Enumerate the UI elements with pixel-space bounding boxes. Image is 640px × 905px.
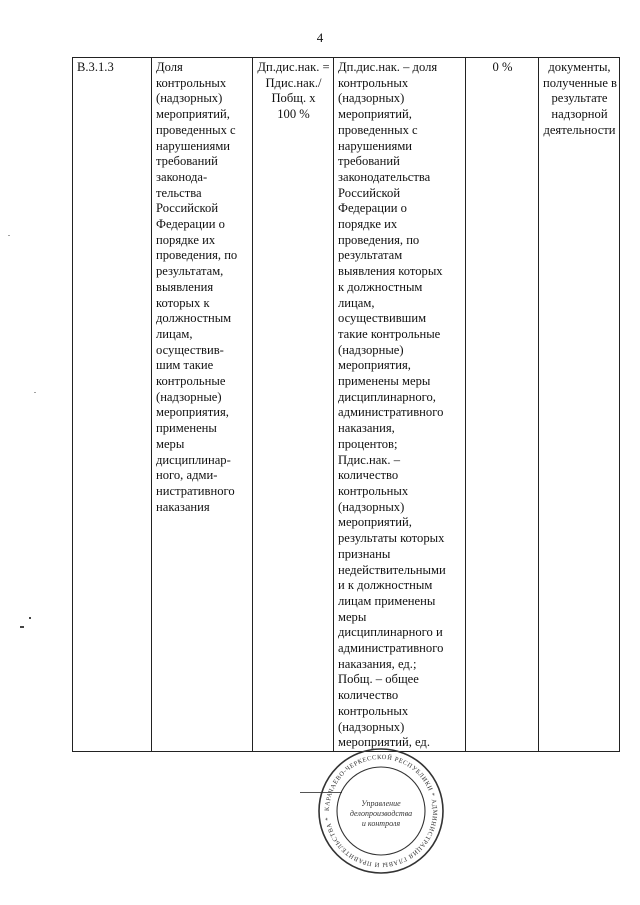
text-line: количество (338, 468, 399, 483)
text-line: наказания, ед.; (338, 656, 417, 671)
text-line: результаты которых (338, 531, 445, 546)
text-line: осуществив- (156, 342, 224, 357)
text-line: тельства (156, 185, 202, 200)
indicator-table (72, 57, 620, 752)
text-line: применены (156, 421, 217, 436)
text-line: такие контрольные (338, 326, 441, 341)
text-line: Дп.дис.нак. – доля (338, 60, 438, 74)
scan-speck (29, 617, 31, 619)
text-line: которых к (156, 295, 210, 310)
text-line: применены меры (338, 374, 431, 389)
text-line: ного, адми- (156, 468, 218, 483)
text-line: наказания, (338, 421, 395, 436)
text-line: результатам, (156, 264, 224, 279)
text-line: административного (338, 641, 444, 656)
text-line: требований (156, 154, 218, 169)
text-line: полученные в (543, 75, 618, 90)
text-line: требований (338, 154, 400, 169)
text-line: мероприятий, (338, 107, 412, 122)
text-line: Доля (156, 60, 183, 74)
text-line: (надзорных) (338, 91, 405, 106)
text-line: контрольных (338, 75, 409, 90)
text-line: к должностным (338, 279, 423, 294)
text-line: признаны (338, 546, 391, 561)
text-line: проведенных с (338, 122, 418, 137)
text-line: (надзорных) (338, 499, 405, 514)
text-line: шим такие (156, 358, 214, 373)
stamp-center-line-1: Управление (361, 799, 401, 808)
text-line: административного (338, 405, 444, 420)
text-line: дисциплинарного, (338, 389, 436, 404)
data-source-cell (539, 58, 620, 752)
text-line: Дп.дис.нак. = (257, 60, 330, 74)
text-line: (надзорные) (338, 342, 404, 357)
text-line: деятельности (543, 122, 616, 137)
indicator-code: В.3.1.3 (77, 60, 114, 74)
text-line: дисциплинар- (156, 452, 231, 467)
text-line: процентов; (338, 436, 398, 451)
text-line: законода- (156, 169, 208, 184)
text-line: Федерации о (338, 201, 407, 216)
target-value-cell (466, 58, 539, 752)
text-line: законодательства (338, 169, 431, 184)
stamp-center-line-2: делопроизводства (349, 809, 413, 818)
text-line: мероприятий, (156, 107, 230, 122)
text-line: выявления которых (338, 264, 443, 279)
text-line: Российской (338, 185, 401, 200)
stamp-ring-text: КАРАЧАЕВО-ЧЕРКЕССКОЙ РЕСПУБЛИКИ * АДМИНИСТРАЦИЯ ГЛАВЫ И ПРАВИТЕЛЬСТВА * (323, 753, 439, 869)
text-line: результатам (338, 248, 403, 263)
text-line: проведения, по (156, 248, 238, 263)
text-line: проведенных с (156, 122, 236, 137)
text-line: нарушениями (338, 138, 413, 153)
text-line: контрольные (156, 374, 226, 389)
text-line: нистративного (156, 483, 235, 498)
text-line: количество (338, 688, 399, 703)
text-line: Побщ. – общее (338, 672, 419, 687)
text-line: (надзорные) (156, 389, 222, 404)
table-row (73, 58, 620, 752)
formula-cell (253, 58, 334, 752)
formula-description-cell (334, 58, 466, 752)
text-line: (надзорных) (338, 719, 405, 734)
official-stamp (316, 746, 446, 876)
text-line: надзорной (551, 107, 608, 122)
text-line: должностным (156, 311, 232, 326)
text-line: мероприятий, ед. (338, 735, 430, 750)
text-line: результате (551, 91, 608, 106)
text-line: Пдис.нак. – (338, 452, 401, 467)
text-line: лицам, (156, 326, 193, 341)
text-line: Федерации о (156, 217, 225, 232)
text-line: 100 % (277, 107, 310, 122)
text-line: контрольных (156, 75, 227, 90)
target-value: 0 % (492, 60, 513, 74)
text-line: меры (338, 609, 367, 624)
text-line: порядке их (156, 232, 216, 247)
text-line: (надзорных) (156, 91, 223, 106)
text-line: осуществившим (338, 311, 427, 326)
text-line: недействительными (338, 562, 446, 577)
scan-speck (8, 235, 10, 236)
text-line: меры (156, 436, 185, 451)
text-line: лицам применены (338, 593, 436, 608)
indicator-name-cell (152, 58, 253, 752)
text-line: и к должностным (338, 578, 433, 593)
text-line: Пдис.нак./ (265, 75, 322, 90)
scan-speck (20, 626, 24, 628)
text-line: Побщ. x (271, 91, 316, 106)
text-line: лицам, (338, 295, 375, 310)
text-line: проведения, по (338, 232, 420, 247)
text-line: нарушениями (156, 138, 231, 153)
text-line: дисциплинарного и (338, 625, 443, 640)
text-line: контрольных (338, 483, 409, 498)
text-line: порядке их (338, 217, 398, 232)
text-line: документы, (548, 60, 611, 74)
text-line: контрольных (338, 703, 409, 718)
text-line: Российской (156, 201, 219, 216)
indicator-code-cell (73, 58, 152, 752)
text-line: наказания (156, 499, 210, 514)
text-line: мероприятия, (338, 358, 411, 373)
scan-speck (34, 392, 36, 393)
page-number: 4 (316, 30, 324, 45)
text-line: мероприятий, (338, 515, 412, 530)
text-line: выявления (156, 279, 214, 294)
stamp-center-line-3: и контроля (361, 819, 401, 828)
text-line: мероприятия, (156, 405, 229, 420)
